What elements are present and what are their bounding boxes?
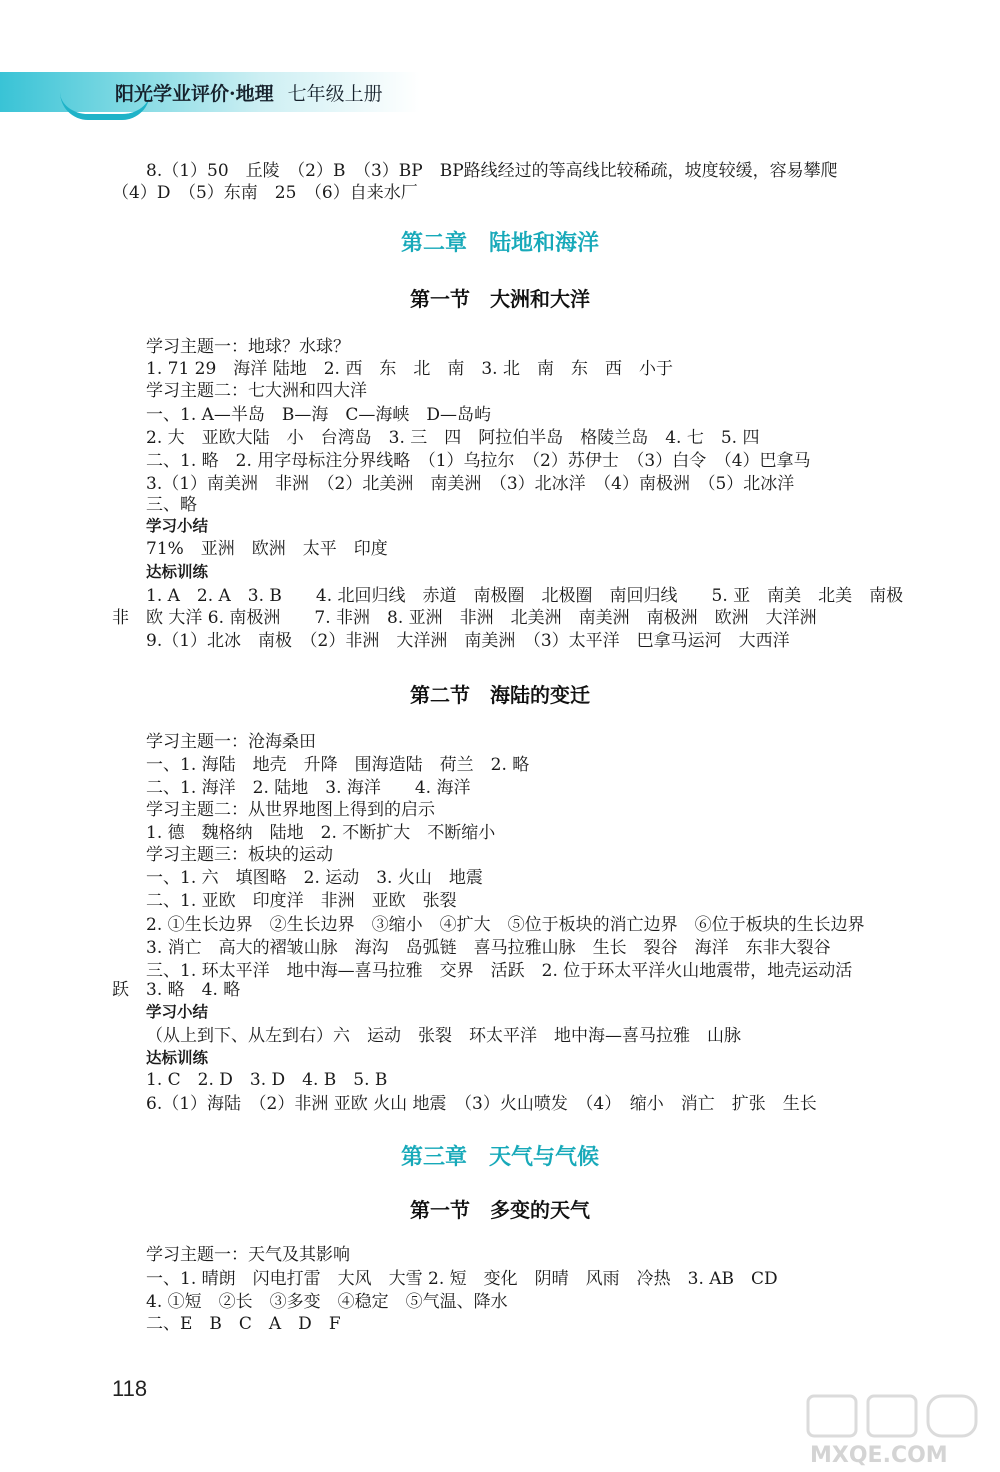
answer-line: 三、略: [146, 495, 197, 515]
topic-line: 学习主题一：地球？水球？: [146, 337, 350, 357]
section-heading: 第二节 海陆的变迁: [410, 683, 590, 707]
answer-line: 6.（1）海陆 （2）非洲 亚欧 火山 地震 （3）火山喷发 （4） 缩小 消亡 扩张 生长: [146, 1094, 817, 1114]
answer-line: 一、1. 六 填图略 2. 运动 3. 火山 地震: [146, 868, 483, 888]
practice-label: 达标训练: [146, 563, 209, 581]
answer-line: （4）D （5）东南 25 （6）自来水厂: [112, 183, 418, 203]
answer-line: 二、1. 亚欧 印度洋 非洲 亚欧 张裂: [146, 891, 457, 911]
page-number: 118: [112, 1376, 148, 1401]
book-header: [115, 79, 383, 106]
answer-line: 1. A 2. A 3. B 4. 北回归线 赤道 南极圈 北极圈 南回归线 5. 亚 南美 北美 南极: [146, 586, 904, 606]
answer-line: 三、1. 环太平洋 地中海—喜马拉雅 交界 活跃 2. 位于环太平洋火山地震带，地壳运动活: [146, 961, 853, 981]
answer-line: 跃 3. 略 4. 略: [112, 980, 241, 1000]
practice-label: 达标训练: [146, 1049, 209, 1067]
answer-line: 8.（1）50 丘陵 （2）B （3）BP BP路线经过的等高线比较稀疏，坡度较缓，容易攀爬: [146, 161, 838, 181]
answer-line: 二、E B C A D F: [146, 1314, 341, 1334]
answer-line: 3.（1）南美洲 非洲 （2）北美洲 南美洲 （3）北冰洋 （4）南极洲 （5）北冰洋: [146, 474, 795, 494]
answer-line: 二、1. 海洋 2. 陆地 3. 海洋 4. 海洋: [146, 778, 471, 798]
answer-line: 一、1. A—半岛 B—海 C—海峡 D—岛屿: [146, 405, 492, 425]
topic-line: 学习主题二：七大洲和四大洋: [146, 381, 367, 401]
answer-line: 1. C 2. D 3. D 4. B 5. B: [146, 1070, 388, 1090]
answer-line: （从上到下、从左到右）六 运动 张裂 环太平洋 地中海—喜马拉雅 山脉: [146, 1026, 741, 1046]
answer-line: 二、1. 略 2. 用字母标注分界线略 （1）乌拉尔 （2）苏伊士 （3）白令 （4）巴拿马: [146, 451, 811, 471]
answer-line: 1. 71 29 海洋 陆地 2. 西 东 北 南 3. 北 南 东 西 小于: [146, 359, 673, 379]
topic-line: 学习主题一：沧海桑田: [146, 732, 316, 752]
answer-line: 1. 德 魏格纳 陆地 2. 不断扩大 不断缩小: [146, 823, 496, 843]
answer-line: 一、1. 海陆 地壳 升降 围海造陆 荷兰 2. 略: [146, 755, 530, 775]
summary-label: 学习小结: [146, 517, 209, 535]
watermark-logo: [800, 1390, 990, 1470]
chapter-heading: 第三章 天气与气候: [400, 1145, 599, 1170]
book-grade: 七年级上册: [287, 83, 383, 105]
section-heading: 第一节 大洲和大洋: [410, 287, 590, 311]
svg-text:MXQE.COM: MXQE.COM: [810, 1443, 948, 1468]
answer-line: 2. ①生长边界 ②生长边界 ③缩小 ④扩大 ⑤位于板块的消亡边界 ⑥位于板块的生长边界: [146, 915, 865, 935]
book-title: 阳光学业评价·地理: [115, 83, 274, 105]
topic-line: 学习主题一：天气及其影响: [146, 1245, 350, 1265]
answer-line: 一、1. 晴朗 闪电打雷 大风 大雪 2. 短 变化 阴晴 风雨 冷热 3. AB CD: [146, 1269, 778, 1289]
answer-line: 9.（1）北冰 南极 （2）非洲 大洋洲 南美洲 （3）太平洋 巴拿马运河 大西洋: [146, 631, 790, 651]
answer-line: 非 欧 大洋 6. 南极洲 7. 非洲 8. 亚洲 非洲 北美洲 南美洲 南极洲 欧洲 大洋洲: [112, 608, 817, 628]
topic-line: 学习主题二：从世界地图上得到的启示: [146, 800, 435, 820]
answer-line: 3. 消亡 高大的褶皱山脉 海沟 岛弧链 喜马拉雅山脉 生长 裂谷 海洋 东非大裂谷: [146, 938, 831, 958]
answer-line: 2. 大 亚欧大陆 小 台湾岛 3. 三 四 阿拉伯半岛 格陵兰岛 4. 七 5. 四: [146, 428, 760, 448]
topic-line: 学习主题三：板块的运动: [146, 845, 333, 865]
answer-line: 4. ①短 ②长 ③多变 ④稳定 ⑤气温、降水: [146, 1292, 508, 1312]
answer-line: 71% 亚洲 欧洲 太平 印度: [146, 539, 388, 559]
section-heading: 第一节 多变的天气: [410, 1198, 590, 1222]
chapter-heading: 第二章 陆地和海洋: [400, 231, 599, 256]
summary-label: 学习小结: [146, 1003, 209, 1021]
